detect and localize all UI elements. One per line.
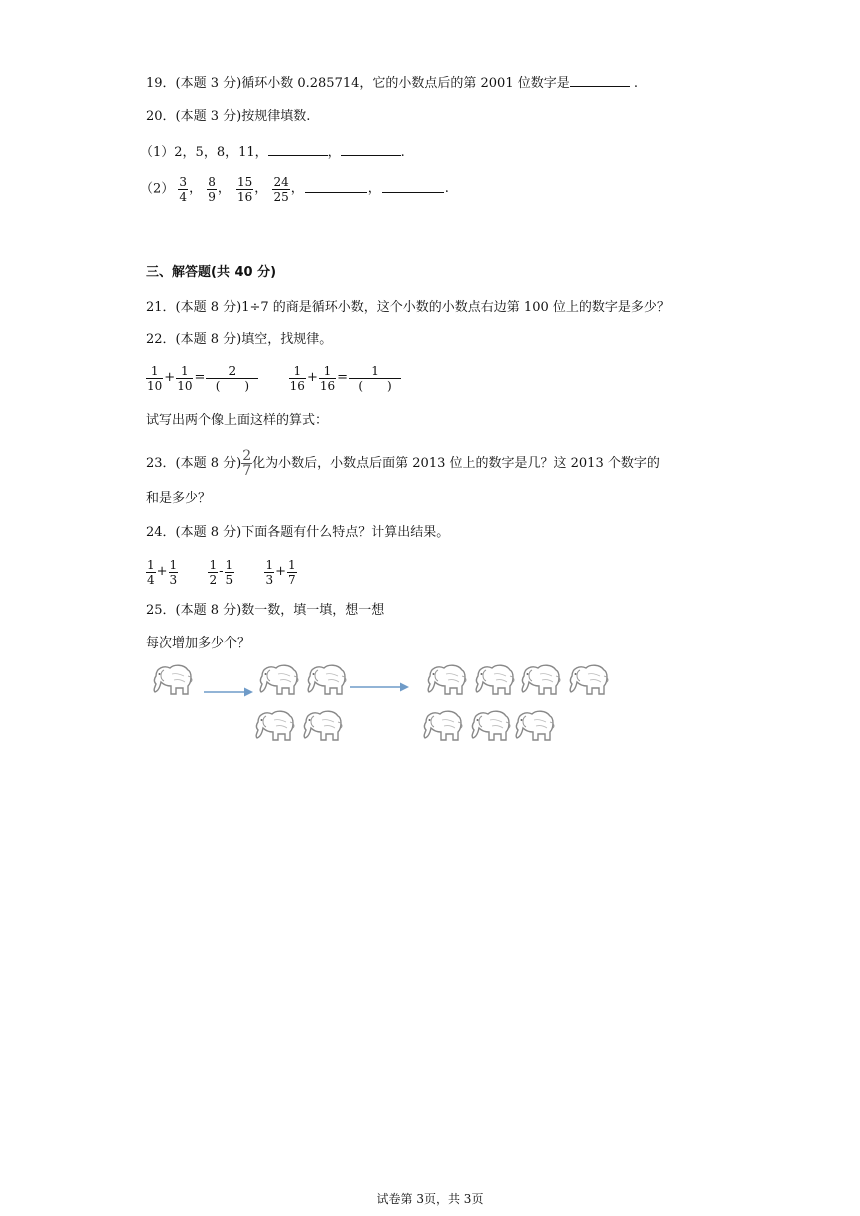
q22-follow-up: 试写出两个像上面这样的算式： [146, 413, 329, 428]
answer-blank[interactable] [268, 143, 328, 156]
fraction: $\frac{1}{16}$ [319, 363, 336, 393]
question-25: 25．(本题 8 分)数一数，填一填，想一想 [146, 603, 385, 618]
question-20: 20．(本题 3 分)按规律填数. [146, 109, 311, 124]
fraction: $\frac{15}{16}$ [237, 174, 253, 204]
fraction: $\frac{1}{10}$ [177, 363, 193, 393]
fraction: $\frac{1}{3}$ [169, 557, 178, 587]
separator: ， [327, 145, 341, 160]
fraction: $\frac{1}{5}$ [225, 557, 234, 587]
operator: + [275, 564, 286, 579]
fraction: $\frac{1}{2}$ [209, 557, 218, 587]
operator: + [156, 564, 168, 579]
fraction: $\frac{24}{25}$ [273, 174, 289, 204]
answer-blank[interactable] [570, 74, 630, 87]
question-22: 22．(本题 8 分)填空，找规律。 [146, 332, 333, 347]
elephant-icon [468, 662, 516, 696]
plus-sign: + [164, 370, 176, 385]
elephant-icon [146, 662, 194, 696]
answer-blank[interactable] [341, 143, 401, 156]
fraction: $\frac{8}{9}$ [208, 174, 216, 204]
elephant-icon [248, 708, 296, 742]
q19-text: 19．(本题 3 分)循环小数 0.285714，它的小数点后的第 2001 位数字是 [146, 76, 570, 91]
answer-blank[interactable] [305, 180, 367, 193]
q20-part-2 [140, 172, 450, 207]
operator: - [219, 564, 224, 579]
q24-items [146, 552, 297, 593]
q22-equations [146, 358, 401, 399]
question-21: 21．(本题 8 分)1÷7 的商是循环小数，这个小数的小数点右边第 100 位上的数字是多少？ [146, 300, 670, 315]
elephant-icon [296, 708, 344, 742]
fraction: $\frac{1}{7}$ [287, 557, 296, 587]
elephant-icon [420, 662, 468, 696]
fraction: $\frac{3}{4}$ [179, 174, 188, 204]
elephant-icon [252, 662, 300, 696]
separator: ， [367, 181, 381, 196]
section-heading: 三、解答题(共 40 分) [146, 265, 277, 280]
page-footer: 试卷第 3页，共 3页 [376, 1192, 484, 1206]
q20-part-1 [140, 143, 405, 162]
question-24: 24．(本题 8 分)下面各题有什么特点？计算出结果。 [146, 525, 450, 540]
elephant-icon [508, 708, 556, 742]
question-19 [146, 74, 638, 93]
q20-p1-label: （1）2，5，8，11， [140, 145, 268, 160]
answer-fraction[interactable]: $\frac{1}{( )}$ [349, 364, 401, 393]
elephant-icon [300, 662, 348, 696]
elephant-icon [464, 708, 512, 742]
answer-blank[interactable] [382, 180, 444, 193]
elephant-icon [514, 662, 562, 696]
arrow-right-icon [204, 686, 254, 698]
separator: ， [254, 181, 268, 196]
q20-p2-label: （2） [140, 181, 175, 197]
answer-fraction[interactable]: $\frac{2}{( )}$ [206, 364, 258, 393]
fraction: $\frac{2}{7}$ [242, 448, 252, 479]
q23-prefix: 23．(本题 8 分) [146, 456, 242, 471]
equals-sign: = [337, 370, 349, 385]
q19-end: . [629, 76, 638, 91]
q23-suffix: 化为小数后，小数点后面第 2013 位上的数字是几？这 2013 个数字的 [252, 456, 660, 471]
period: . [444, 181, 449, 196]
arrow-right-icon [350, 681, 410, 693]
elephant-icon [562, 662, 610, 696]
fraction: $\frac{1}{16}$ [289, 363, 305, 393]
elephant-icon [416, 708, 464, 742]
separator: ， [217, 181, 231, 196]
separator: ， [189, 181, 203, 196]
fraction: $\frac{1}{3}$ [265, 557, 274, 587]
equals-sign: = [194, 370, 206, 385]
fraction: $\frac{1}{10}$ [147, 363, 163, 393]
q23-line-2: 和是多少？ [146, 491, 212, 506]
fraction: $\frac{1}{4}$ [147, 557, 155, 587]
q25-subquestion: 每次增加多少个？ [146, 636, 251, 651]
separator: ， [290, 181, 304, 196]
question-23 [146, 440, 660, 488]
period: . [400, 145, 405, 160]
plus-sign: + [306, 370, 318, 385]
